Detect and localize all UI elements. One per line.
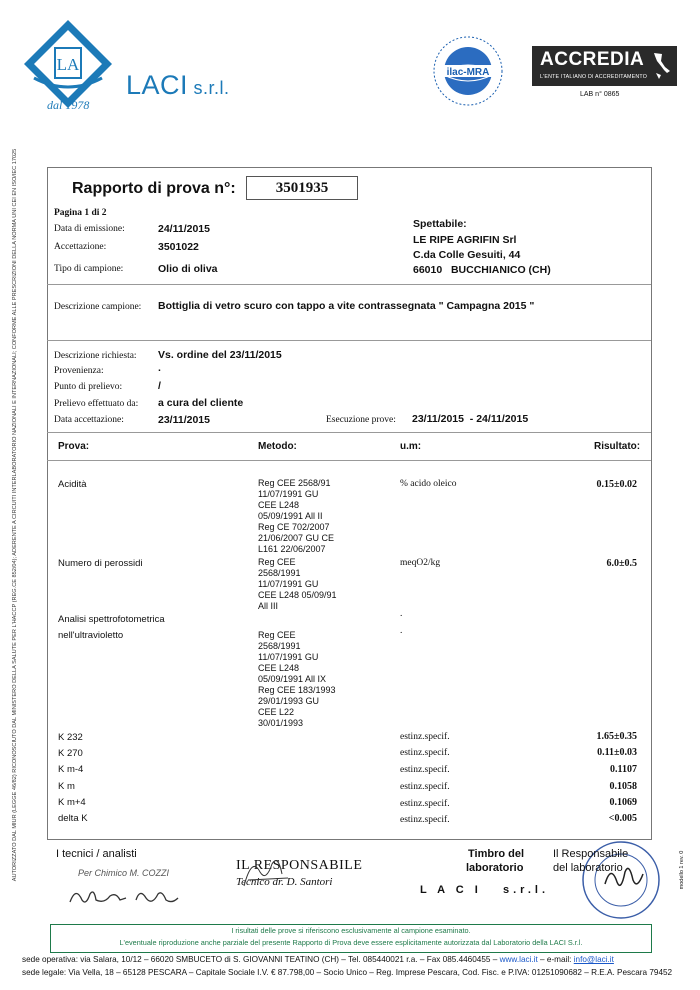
- modello-text: modello 1 rev. 0: [679, 850, 685, 890]
- row-um: % acido oleico: [400, 479, 457, 489]
- responsible-name: Tecnico dr. D. Santori: [236, 876, 333, 888]
- divider: [47, 432, 651, 433]
- row-prova: delta K: [58, 813, 88, 824]
- row-prova: nell'ultravioletto: [58, 630, 124, 641]
- disclaimer-box: [50, 924, 652, 953]
- col-header-prova: Prova:: [58, 441, 90, 452]
- report-number: 3501935: [246, 176, 358, 200]
- footer-legal-address: sede legale: Via Vella, 18 – 65128 PESCARA – Capitale Sociale I.V. € 87.798,00 – Socio Unico – Reg. Imprese Pescara, Cod. Fisc. e P.IVA: 01251090682 – R.E.A. Pescara 79452: [22, 968, 673, 977]
- row-result: 1.65±0.35: [596, 731, 637, 742]
- lab-manager-1: Il Responsabile: [553, 848, 629, 860]
- row-prova: K m+4: [58, 797, 86, 808]
- row-result: 0.1069: [609, 797, 637, 808]
- row-method: Reg CEE 2568/91 11/07/1991 GU CEE L248 05/09/1991 All II Reg CE 702/2007 21/06/2007 GU CE L161 22/06/2007: [258, 478, 335, 554]
- row-um: estinz.specif.: [400, 799, 450, 809]
- email-link[interactable]: info@laci.it: [573, 955, 614, 964]
- origin-value: .: [158, 362, 161, 374]
- issue-date-label: Data di emissione:: [54, 224, 125, 234]
- report-label: Rapporto di prova n°:: [72, 180, 236, 197]
- footer-email-label: – e-mail:: [537, 955, 574, 964]
- recipient-name: LE RIPE AGRIFIN Srl: [413, 234, 517, 246]
- row-prova: Numero di perossidi: [58, 558, 143, 569]
- row-method: Reg CEE 2568/1991 11/07/1991 GU CEE L248 05/09/1991 All IX Reg CEE 183/1993 29/01/1993 GU CEE L22 30/01/1993: [258, 630, 336, 728]
- description-value: Bottiglia di vetro scuro con tappo a vite contrassegnata " Campagna 2015 ": [158, 300, 535, 312]
- row-prova: K m-4: [58, 764, 84, 775]
- sample-type-label: Tipo di campione:: [54, 264, 124, 274]
- acceptance-value: 3501022: [158, 241, 199, 253]
- logo-letters: LA: [56, 55, 80, 74]
- technician-signature: [66, 880, 196, 910]
- technicians-title: I tecnici / analisti: [56, 848, 137, 860]
- sample-type-value: Olio di oliva: [158, 263, 218, 275]
- row-result: 0.11±0.03: [597, 747, 637, 758]
- since-text: dal 1978: [47, 98, 90, 112]
- brand-main: LACI: [126, 70, 189, 100]
- accredia-title: ACCREDIA: [540, 49, 645, 70]
- sampling-point-value: /: [158, 380, 161, 392]
- recipient-address: C.da Colle Gesuiti, 44: [413, 249, 521, 261]
- brand-name: [126, 70, 230, 101]
- divider: [47, 340, 651, 341]
- row-method: Reg CEE 2568/1991 11/07/1991 GU CEE L248 05/09/91 All III: [258, 557, 337, 611]
- row-um: meqO2/kg: [400, 558, 441, 568]
- accredia-logo: [532, 46, 677, 86]
- divider: [47, 460, 651, 461]
- recipient-title: Spettabile:: [413, 218, 467, 230]
- col-header-risultato: Risultato:: [594, 441, 641, 452]
- row-prova: Acidità: [58, 479, 87, 490]
- sidebar-certifications: [8, 130, 22, 900]
- stamp-lab-text: L A C I s.r.l.: [420, 884, 550, 896]
- col-header-metodo: Metodo:: [258, 441, 297, 452]
- acceptance-date-value: 23/11/2015: [158, 414, 210, 426]
- issue-date-value: 24/11/2015: [158, 223, 210, 235]
- sidebar-text: AUTORIZZATO DAL MIUR (LEGGE 46/82) RICONOSCIUTO DAL MINISTERO DELLA SALUTE PER L'HACCP (REG.CE 852/04); ADERENTE A CIRCUITI INTERLABORATORIO NAZIONALI E INTERNAZIONALI; CONFORME ALLE PRESCRIZIONI DELLA NORMA UNI CEI EN ISO/IEC 17025: [12, 148, 18, 882]
- col-header-um: u.m:: [400, 441, 422, 452]
- disclaimer-line-1: I risultati delle prove si riferiscono esclusivamente al campione esaminato.: [231, 926, 471, 935]
- website-link[interactable]: www.laci.it: [499, 955, 538, 964]
- row-prova: K 270: [58, 748, 83, 759]
- row-result: 0.1058: [609, 781, 637, 792]
- sampling-by-value: a cura del cliente: [158, 397, 244, 409]
- execution-value: 23/11/2015 - 24/11/2015: [412, 413, 529, 425]
- execution-label: Esecuzione prove:: [326, 415, 396, 425]
- row-um: estinz.specif.: [400, 732, 450, 742]
- footer-address-text: sede operativa: via Salara, 10/12 – 66020 SMBUCETO di S. GIOVANNI TEATINO (CH) – Tel. 085440021 r.a. – Fax 085.4460455 –: [22, 955, 500, 964]
- sampling-by-label: Prelievo effettuato da:: [54, 399, 139, 409]
- acceptance-label: Accettazione:: [54, 242, 107, 252]
- accredia-subtitle: L'ENTE ITALIANO DI ACCREDITAMENTO: [540, 74, 648, 80]
- row-result: <0.005: [608, 813, 637, 824]
- sampling-point-label: Punto di prelievo:: [54, 382, 123, 392]
- row-prova: K 232: [58, 732, 83, 743]
- page-indicator: Pagina 1 di 2: [54, 208, 107, 218]
- recipient-city: 66010 BUCCHIANICO (CH): [413, 264, 551, 276]
- stamp-title-1: Timbro del: [468, 848, 525, 860]
- ilac-mra-logo: [428, 35, 508, 107]
- modello-label: [676, 840, 688, 900]
- disclaimer-line-2: L'eventuale riproduzione anche parziale del presente Rapporto di Prova deve essere esplicitamente autorizzata dal Laboratorio della LACI S.r.l.: [119, 938, 583, 947]
- brand-suffix: s.r.l.: [188, 78, 230, 98]
- acceptance-date-label: Data accettazione:: [54, 415, 124, 425]
- divider: [47, 284, 651, 285]
- ilac-text: ilac-MRA: [446, 67, 490, 78]
- row-um: .: [400, 626, 403, 636]
- row-um: .: [400, 609, 403, 619]
- row-um: estinz.specif.: [400, 782, 450, 792]
- row-prova: Analisi spettrofotometrica: [58, 614, 165, 625]
- footer-operational-address: [22, 955, 614, 964]
- row-result: 6.0±0.5: [606, 558, 637, 569]
- row-result: 0.15±0.02: [596, 479, 637, 490]
- description-label: Descrizione campione:: [54, 302, 142, 312]
- row-um: estinz.specif.: [400, 748, 450, 758]
- laci-logo: [22, 18, 114, 110]
- row-um: estinz.specif.: [400, 765, 450, 775]
- request-value: Vs. ordine del 23/11/2015: [158, 349, 282, 361]
- technician-line: Per Chimico M. COZZI: [78, 868, 170, 878]
- stamp-title-2: laboratorio: [466, 862, 524, 874]
- row-um: estinz.specif.: [400, 815, 450, 825]
- row-result: 0.1107: [610, 764, 637, 775]
- origin-label: Provenienza:: [54, 366, 104, 376]
- row-prova: K m: [58, 781, 75, 792]
- italy-icon: [650, 51, 672, 81]
- lab-manager-2: del laboratorio: [553, 862, 623, 874]
- responsible-title: IL RESPONSABILE: [236, 858, 363, 873]
- lab-number: LAB n° 0865: [580, 91, 620, 98]
- responsible-signature: [238, 852, 298, 892]
- request-label: Descrizione richiesta:: [54, 351, 137, 361]
